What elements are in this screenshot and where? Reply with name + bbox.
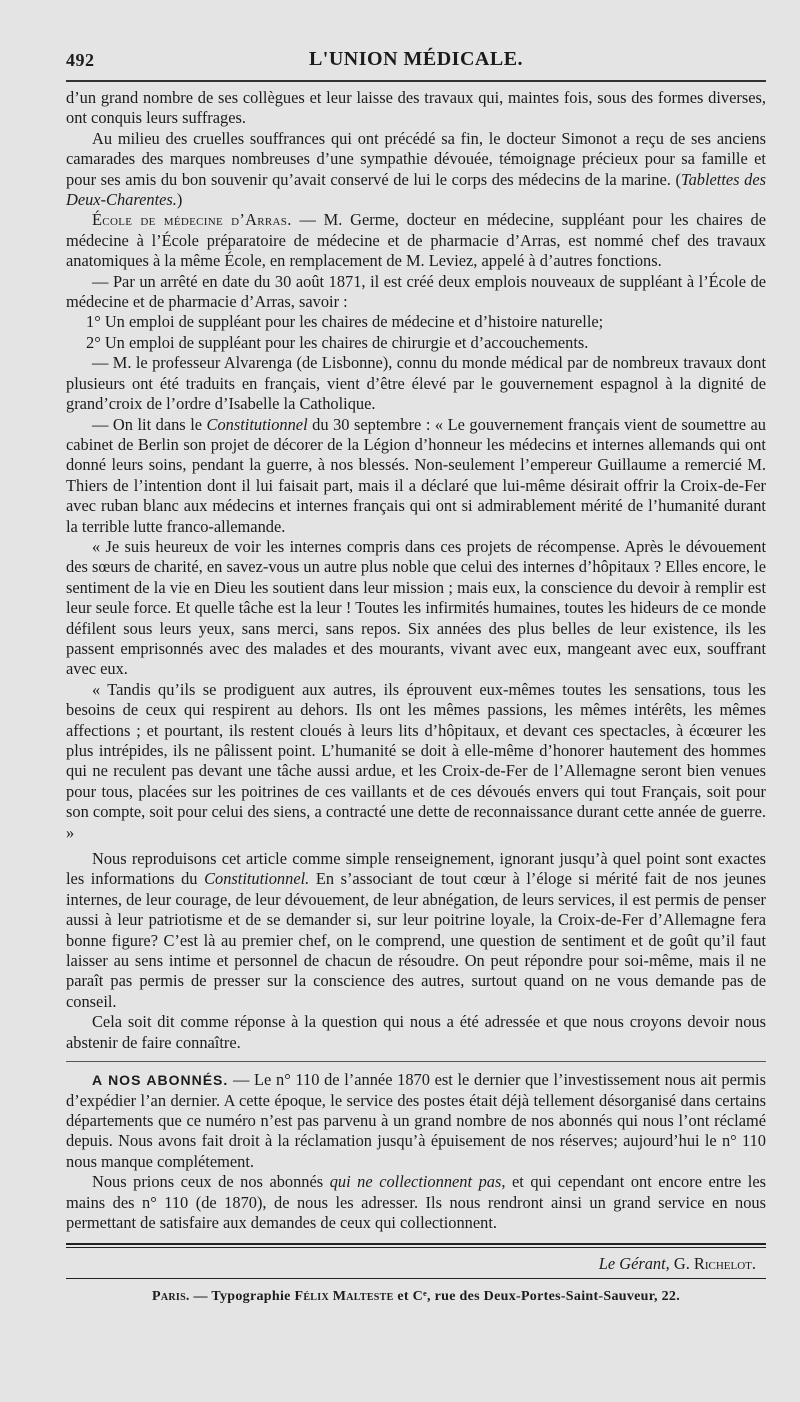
list-item: 1° Un emploi de suppléant pour les chaires de médecine et d’histoire naturelle; [86,312,604,332]
journal-title: L'UNION MÉDICALE. [308,48,524,70]
article-paragraph: « Tandis qu’ils se prodiguent aux autres, ils éprouvent eux-mêmes toutes les sensations, tous les besoins de ceux qui respirent au dehors. Ils ont les mêmes passions, les mêmes intérêts, les mêmes affections ; et pourtant, ils restent cloués à leurs lits d’hôpitaux, et devant ces spectacles, à écœurer les plus intrépides, ils ne pâlissent point. L’humanité se doit à elle-même d’honorer hautement des hommes qui ne reculent pas devant une tâche aussi ardue, et les Croix-de-Fer de l’Allemagne seront bien venues pour tous, placées sur les poitrines de ces vaillants et de ces dévoués envers qui tout Français, soit pour son compte, soit pour celui des siens, a contracté une dette de reconnaissance durant cette année de guerre. » [66,679,766,842]
printer-imprint: Paris. — Typographie Félix Malteste et Cᵉ, rue des Deux-Portes-Saint-Sauveur, 22. [151,1289,680,1305]
notice-paragraph: Nous prions ceux de nos abonnés qui ne collectionnent pas, et qui cependant ont encore entre les mains des n° 110 (de 1870), de nous les adresser. Ils nous rendront ainsi un grand service en nous permettant de satisfaire aux demandes de ceux qui collectionnent. [66,1172,767,1232]
printer-name: Félix Malteste [294,1289,394,1305]
article-paragraph: Au milieu des cruelles souffrances qui ont précédé sa fin, le docteur Simonot a reçu de ses anciens camarades des marques nombreuses d’une sympathie dévouée, témoignage précieux pour sa famille et pour ses amis du bon souvenir qu’avait conservé de lui le corps des médecins de la marine. (Tablettes des Deux-Charentes.) [66,128,767,210]
header-rule [66,80,766,82]
notice-label: A NOS ABONNÉS. [92,1072,229,1089]
article-paragraph: — On lit dans le Constitutionnel du 30 septembre : « Le gouvernement français vient de soumettre au cabinet de Berlin son projet de décorer de la Légion d’honneur les médecins et internes allemands qui ont donné leurs soins, pendant la guerre, à nos blessés. Non-seulement l’empereur Guillaume a remercié M. Thiers de l’intention dont il lui faisait part, mais il a déclaré que lui-même désirait offrir la Croix-de-Fer avec ruban blanc aux médecins et internes français qui ont si admirablement mérité de l’humanité durant la terrible lutte franco-allemande. [66,414,766,536]
signature [66,1248,766,1278]
article-paragraph: Cela soit dit comme réponse à la question qui nous a été adressée et que nous croyons devoir nous abstenir de faire connaître. [66,1012,766,1052]
section-heading: École de médecine d’Arras. [92,210,292,230]
article-paragraph: d’un grand nombre de ses collègues et leur laisse des travaux qui, maintes fois, sous des formes diverses, ont conquis leurs suffrages. [66,88,766,128]
article-body [66,88,766,1233]
article-paragraph: Nous reproduisons cet article comme simple renseignement, ignorant jusqu’à quel point sont exactes les informations du Constitutionnel. En s’associant de tout cœur à l’éloge si mérité fait de nos jeunes internes, de leur courage, de leur dévouement, de leur abnégation, de leurs services, il est permis de penser aussi à leur patriotisme et de se demander si, sur leur poitrine loyale, la Croix-de-Fer d’Allemagne fera bonne figure? C’est là au premier chef, on le comprend, une question de sentiment et de goût qu’il faut laisser au sens intime et personnel de chacun de résoudre. On peut répondre pour soi-même, mais il ne paraît pas permis de presser sur la conscience des autres, surtout quand on ne vous demande pas de conseil. [66,849,766,1011]
article-paragraph: École de médecine d’Arras. — M. Germe, docteur en médecine, suppléant pour les chaires de médecine à l’École préparatoire de médecine et de pharmacie d’Arras, est nommé chef des travaux anatomiques à la même École, en remplacement de M. Leviez, appelé à d’autres fonctions. [66,210,766,271]
section-divider [66,1061,766,1062]
article-paragraph: — Par un arrêté en date du 30 août 1871, il est créé deux emplois nouveaux de suppléant à l’École de médecine et de pharmacie d’Arras, savoir : [66,271,766,312]
page-header [66,44,766,74]
article-paragraph: — M. le professeur Alvarenga (de Lisbonne), connu du monde médical par de nombreux travaux dont plusieurs ont été traduits en français, vient d’être élevé par le gouvernement espagnol à la dignité de grand’croix de l’ordre d’Isabelle la Catholique. [66,353,766,414]
signature-role: Le Gérant, [598,1254,670,1274]
page-number: 492 [66,50,95,70]
journal-name: Constitutionnel. [204,869,310,889]
source-citation: Tablettes des Deux-Charentes. [66,169,767,210]
journal-name: Constitutionnel [206,414,308,434]
notice-paragraph: A NOS ABONNÉS. — Le n° 110 de l’année 1870 est le dernier que l’investissement nous ait permis d’expédier l’an dernier. A cette époque, le service des postes était déjà tellement désorganisé dans certains départements que ce numéro n’est pas parvenu à un grand nombre de nos abonnés qui nous l’ont réclamé depuis. Nous avons fait droit à la réclamation jusqu’à épuisement de nos réserves; aujourd’hui le n° 110 nous manque complétement. [66,1070,766,1171]
footer-rule [66,1278,766,1279]
list-item: 2° Un emploi de suppléant pour les chaires de chirurgie et d’accouchements. [86,332,589,352]
article-paragraph: « Je suis heureux de voir les internes compris dans ces projets de récompense. Après le dévouement des sœurs de charité, en savez-vous un autre plus noble que celui des internes d’hôpitaux ? Elles encore, le sentiment de la vie en Dieu les soutient dans leur mission ; mais eux, la conscience du devoir à remplir est leur seule force. Et quelle tâche est la leur ! Toutes les infirmités humaines, toutes les hideurs de ce monde défilent sous leurs yeux, sans merci, sans repos. Six années des plus belles de leur existence, ils les passent emprisonnés avec des malades et des mourants, vivant avec eux, mangeant avec eux, souffrant avec eux. [66,536,766,679]
signature-name: G. Richelot. [673,1254,756,1274]
